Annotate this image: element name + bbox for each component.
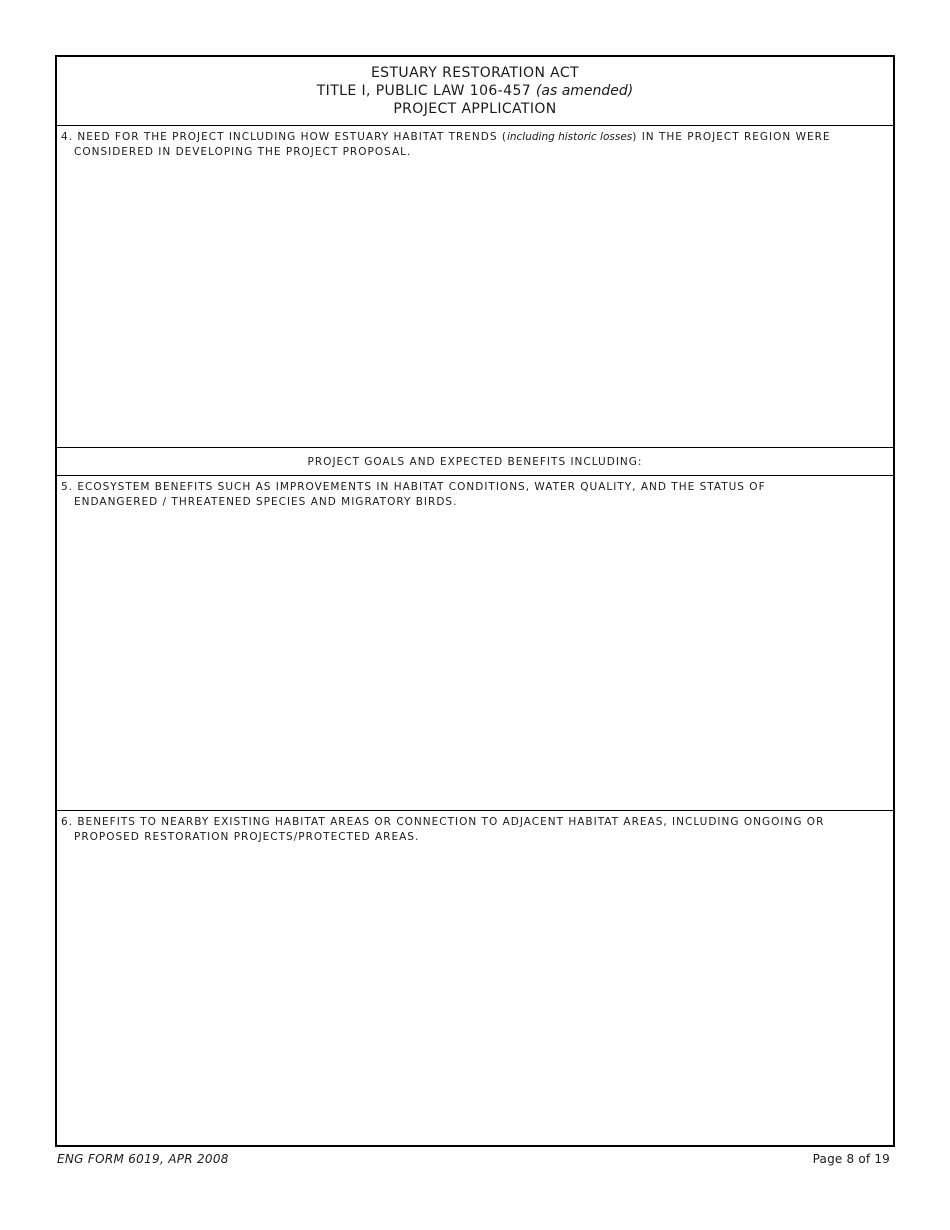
- question-4-italic: including historic losses: [506, 131, 633, 143]
- form-title: ESTUARY RESTORATION ACT: [370, 65, 580, 81]
- question-6-label: 6. BENEFITS TO NEARBY EXISTING HABITAT AREAS OR CONNECTION TO ADJACENT HABITAT AREAS, INCLUDING ONGOING OR PROPOSED RESTORATION PROJECTS/PROTECTED AREAS.: [61, 816, 825, 843]
- goals-heading: PROJECT GOALS AND EXPECTED BENEFITS INCLUDING:: [57, 449, 893, 476]
- section-6-nearby-habitat-benefits[interactable]: [57, 812, 893, 1145]
- section-5-ecosystem-benefits[interactable]: [57, 477, 893, 811]
- question-4-label: [57, 127, 893, 160]
- form-header: [57, 57, 893, 126]
- form-law-line: [57, 82, 893, 100]
- section-4-need-for-project[interactable]: [57, 127, 893, 448]
- law-amended-note: (as amended): [535, 83, 634, 99]
- application-form: [55, 55, 895, 1147]
- form-subtitle: PROJECT APPLICATION: [393, 101, 557, 117]
- question-4-prefix: 4. NEED FOR THE PROJECT INCLUDING HOW ESTUARY HABITAT TRENDS (: [61, 131, 507, 143]
- question-4-suffix: ) IN THE PROJECT REGION WERE CONSIDERED IN DEVELOPING THE PROJECT PROPOSAL.: [74, 131, 831, 158]
- question-4-answer-field[interactable]: [57, 160, 893, 420]
- law-title: TITLE I, PUBLIC LAW 106-457: [316, 83, 532, 99]
- page-number: Page 8 of 19: [812, 1152, 890, 1166]
- question-5-label: 5. ECOSYSTEM BENEFITS SUCH AS IMPROVEMENTS IN HABITAT CONDITIONS, WATER QUALITY, AND THE STATUS OF ENDANGERED / THREATENED SPECIES AND MIGRATORY BIRDS.: [61, 481, 766, 508]
- question-6-answer-field[interactable]: [57, 845, 893, 1105]
- form-identifier: ENG FORM 6019, APR 2008: [57, 1152, 229, 1166]
- question-5-answer-field[interactable]: [57, 510, 893, 770]
